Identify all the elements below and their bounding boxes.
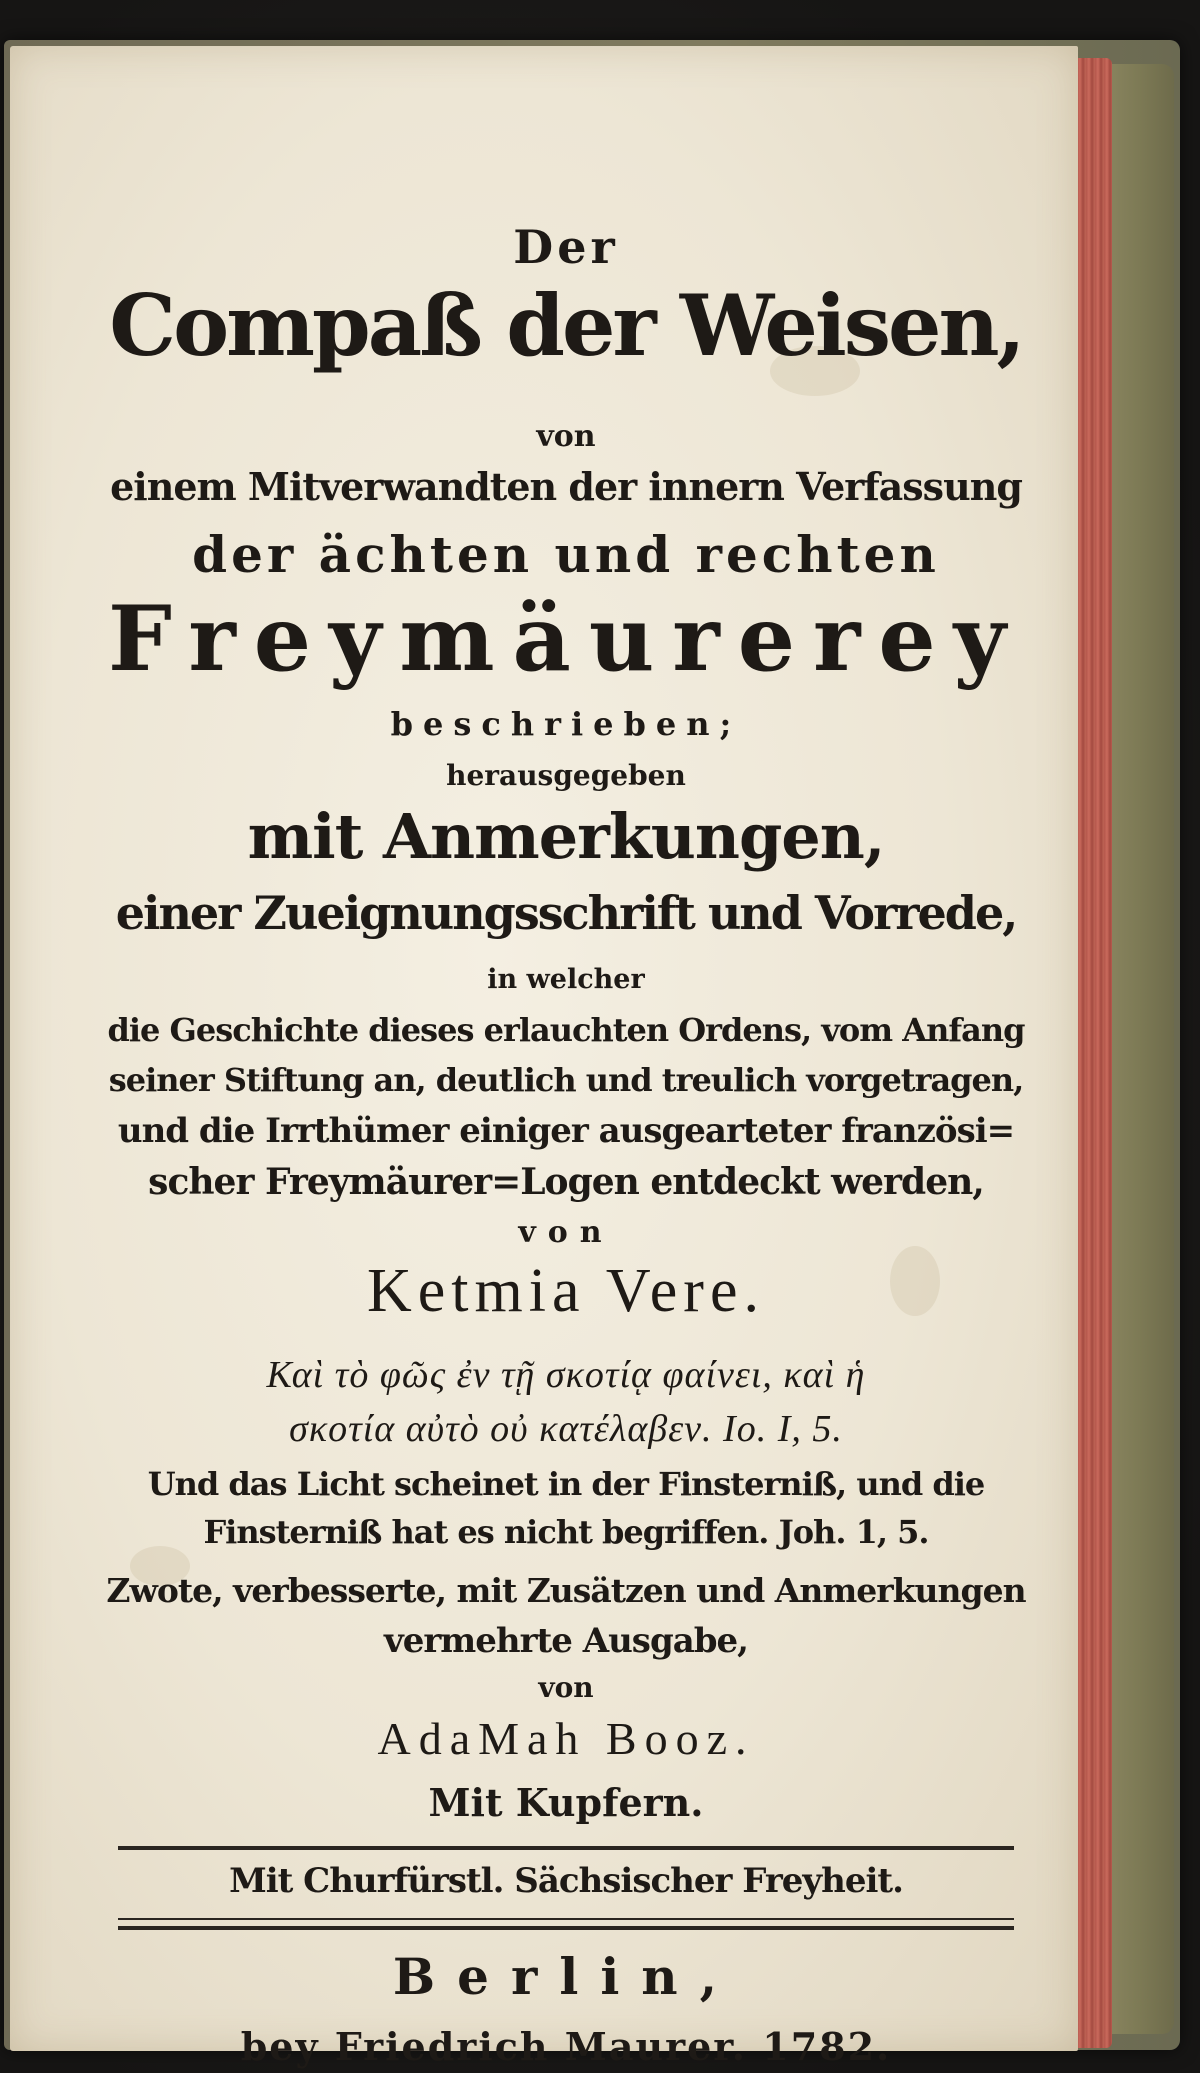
main-title: Compaß der Weisen, [109,276,1023,375]
subtitle-line-2: der ächten und rechten [192,525,940,584]
divider-rule-top [118,1846,1014,1850]
zueignung-line: einer Zueignungsschrift und Vorrede, [115,886,1017,940]
in-welcher-line: in welcher [487,964,645,995]
subtitle-line-1: einem Mitverwandten der innern Verfassung [110,464,1022,509]
greek-quote-line-1: Καὶ τὸ φῶς ἐν τῇ σκοτίᾳ φαίνει, καὶ ἡ [266,1354,866,1396]
body-line-2: seiner Stiftung an, deutlich und treulich vorgetragen, [108,1061,1024,1099]
body-line-3: und die Irrthümer einiger ausgearteter französi= [117,1111,1015,1151]
author-name: Ketmia Vere. [367,1257,765,1325]
greek-quote-line-2: σκοτία αὐτὸ οὐ κατέλαβεν. Io. I, 5. [289,1408,843,1450]
von-line-1: von [536,419,596,454]
body-line-1: die Geschichte dieses erlauchten Ordens, vom Anfang [107,1011,1025,1049]
divider-rule-bottom-1 [118,1918,1014,1920]
subtitle-freymaurerey: Freymäurerey [108,586,1024,692]
body-line-4: scher Freymäurer=Logen entdeckt werden, [148,1161,984,1203]
imprint-city: Berlin, [392,1947,740,2006]
editor-name: AdaMah Booz. [377,1713,755,1764]
title-article: Der [513,220,619,274]
imprint-publisher: bey Friedrich Maurer. 1782. [240,2024,892,2069]
edition-line-1: Zwote, verbesserte, mit Zusätzen und Anmerkungen [106,1571,1026,1610]
german-quote-line-1: Und das Licht scheinet in der Finsterniß, und die [147,1465,985,1503]
von-line-3: von [538,1671,594,1704]
german-quote-line-2: Finsterniß hat es nicht begriffen. Joh. 1, 5. [203,1513,929,1551]
book-spine-edge [1104,64,1174,2034]
kupfern-line: Mit Kupfern. [428,1780,704,1825]
privilege-line: Mit Churfürstl. Sächsischer Freyheit. [229,1861,903,1901]
anmerkungen-line: mit Anmerkungen, [247,800,885,873]
beschrieben-line: beschrieben; [390,705,742,743]
title-page [10,46,1078,2069]
divider-rule-bottom-2 [118,1926,1014,1930]
edition-line-2: vermehrte Ausgabe, [383,1621,748,1661]
herausgegeben-line: herausgegeben [446,759,686,792]
von-line-2: von [518,1215,614,1250]
